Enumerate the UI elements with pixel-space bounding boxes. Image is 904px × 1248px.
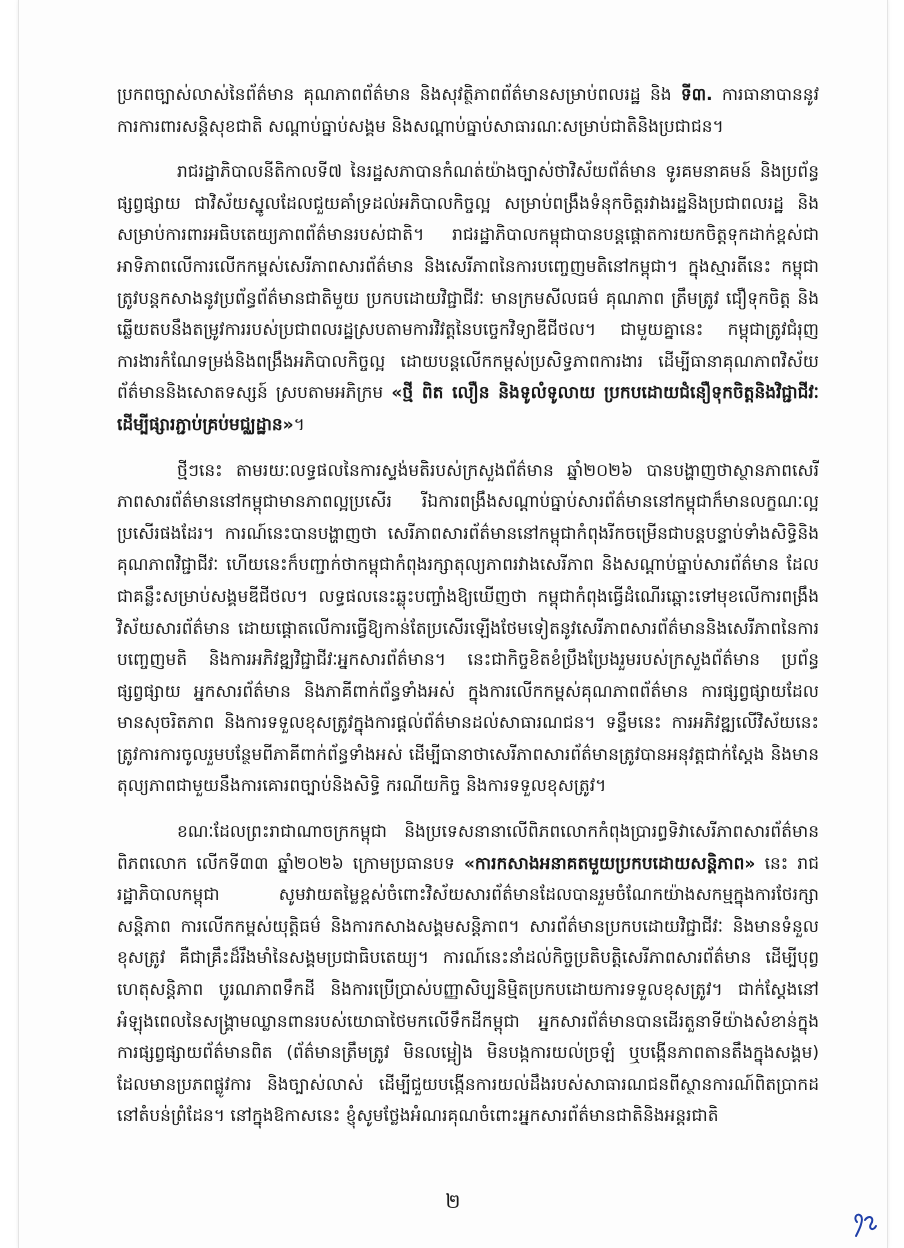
document-page: [18, 0, 888, 1248]
item-number-bold: ទី៣.: [680, 85, 713, 105]
paragraph-text: នេះ រាជរដ្ឋាភិបាលកម្ពុជា សូមវាយតម្លៃខ្ពស់ចំពោះវិស័យសារព័ត៌មានដែលបានរួមចំណែកយ៉ាងសកម្មក្នុងការថែរក្សាសន្តិភាព ការលើកកម្ពស់យុត្តិធម៌ និងការកសាងសង្គមសន្តិភាព។ សារព័ត៌មានប្រកបដោយវិជ្ជាជីវៈ និងមានទំនួលខុសត្រូវ គឺជាគ្រឹះដ៏រឹងមាំនៃសង្គមប្រជាធិបតេយ្យ។ ការណ៍នេះនាំដល់កិច្ចប្រតិបត្តិសេរីភាពសារព័ត៌មាន ដើម្បីបុព្វហេតុសន្តិភាព បូរណភាពទឹកដី និងការប្រើប្រាស់បញ្ញាសិប្បនិម្មិតប្រកបដោយការទទួលខុសត្រូវ។ ជាក់ស្តែងនៅអំឡុងពេលនៃសង្គ្រាមឈ្លានពានរបស់យោធាថៃមកលើទឹកដីកម្ពុជា អ្នកសារព័ត៌មានបានដើរតួនាទីយ៉ាងសំខាន់ក្នុងការផ្សព្វផ្សាយព័ត៌មានពិត (ព័ត៌មានត្រឹមត្រូវ មិនលម្អៀង មិនបង្កការយល់ច្រឡំ ឬបង្កើនភាពតានតឹងក្នុងសង្គម) ដែលមានប្រភពផ្លូវការ និងច្បាស់លាស់ ដើម្បីជួយបង្កើនការយល់ដឹងរបស់សាធារណជនពីស្ថានការណ៍ពិតប្រាកដនៅតំបន់ព្រំដែន។ នៅក្នុងឱកាសនេះ ខ្ញុំសូមថ្លែងអំណរគុណចំពោះអ្នកសារព័ត៌មានជាតិនិងអន្តរជាតិ: [117, 853, 819, 1127]
document-body: [117, 80, 819, 1147]
paragraph-3: [117, 456, 819, 804]
paragraph-text: ។: [293, 414, 305, 435]
paragraph-4: [117, 817, 819, 1133]
handwritten-initials-icon: [851, 1208, 879, 1240]
theme-title-bold: «ការកសាងអនាគតមួយប្រកបដោយសន្តិភាព»: [463, 853, 756, 874]
paragraph-text: ខណៈដែលព្រះរាជាណាចក្រកម្ពុជា និងប្រទេសនានាលើពិភពលោកកំពុងប្រារព្ធទិវាសេរីភាពសារព័ត៌មានពិភពលោក លើកទី៣៣ ឆ្នាំ២០២៦ ក្រោមប្រធានបទ: [117, 822, 819, 874]
paragraph-text: ការធានាបាននូវការការពារសន្តិសុខជាតិ សណ្តាប់ធ្នាប់សង្គម និងសណ្តាប់ធ្នាប់សាធារណៈសម្រាប់ជាតិនិងប្រជាជន។: [117, 85, 819, 137]
paragraph-2: [117, 157, 819, 441]
paragraph-text: រាជរដ្ឋាភិបាលនីតិកាលទី៧ នៃរដ្ឋសភាបានកំណត់យ៉ាងច្បាស់ថាវិស័យព័ត៌មាន ទូរគមនាគមន៍ និងប្រព័ន្ធផ្សព្វផ្សាយ ជាវិស័យស្នូលដែលជួយគាំទ្រដល់អភិបាលកិច្ចល្អ សម្រាប់ពង្រឹងទំនុកចិត្តរវាងរដ្ឋនិងប្រជាពលរដ្ឋ និងសម្រាប់ការពារអធិបតេយ្យភាពព័ត៌មានរបស់ជាតិ។ រាជរដ្ឋាភិបាលកម្ពុជាបានបន្តផ្តោតការយកចិត្តទុកដាក់ខ្ពស់ជាអាទិភាពលើការលើកកម្ពស់សេរីភាពសារព័ត៌មាន និងសេរីភាពនៃការបញ្ចេញមតិនៅកម្ពុជា។ ក្នុងស្មារតីនេះ កម្ពុជាត្រូវបន្តកសាងនូវប្រព័ន្ធព័ត៌មានជាតិមួយ ប្រកបដោយវិជ្ជាជីវៈ មានក្រមសីលធម៌ គុណភាព ត្រឹមត្រូវ ជឿទុកចិត្ត និងឆ្លើយតបនឹងតម្រូវការរបស់ប្រជាពលរដ្ឋស្របតាមការវិវត្តនៃបច្ចេកវិទ្យាឌីជីថល។ ជាមួយគ្នានេះ កម្ពុជាត្រូវជំរុញការងារកំណែទម្រង់និងពង្រឹងអភិបាលកិច្ចល្អ ដោយបន្តលើកកម្ពស់ប្រសិទ្ធភាពការងារ ដើម្បីធានាគុណភាពវិស័យព័ត៌មាននិងសោតទស្សន៍ ស្របតាមអភិក្រម: [117, 162, 819, 404]
paragraph-1: [117, 80, 819, 143]
paragraph-text: ថ្មីៗនេះ តាមរយៈលទ្ធផលនៃការស្ទង់មតិរបស់ក្រសួងព័ត៌មាន ឆ្នាំ២០២៦ បានបង្ហាញថាស្ថានភាពសេរីភាពសារព័ត៌មាននៅកម្ពុជាមានភាពល្អប្រសើរ រីឯការពង្រឹងសណ្តាប់ធ្នាប់សារព័ត៌មាននៅកម្ពុជាក៏មានលក្ខណៈល្អប្រសើរផងដែរ។ ការណ៍នេះបានបង្ហាញថា សេរីភាពសារព័ត៌មាននៅកម្ពុជាកំពុងរីកចម្រើនជាបន្តបន្ទាប់ទាំងសិទ្ធិនិងគុណភាពវិជ្ជាជីវៈ ហើយនេះក៏បញ្ជាក់ថាកម្ពុជាកំពុងរក្សាតុល្យភាពរវាងសេរីភាព និងសណ្តាប់ធ្នាប់សារព័ត៌មាន ដែលជាគន្លឹះសម្រាប់សង្គមឌីជីថល។ លទ្ធផលនេះឆ្លុះបញ្ចាំងឱ្យឃើញថា កម្ពុជាកំពុងធ្វើដំណើរឆ្ពោះទៅមុខលើការពង្រឹងវិស័យសារព័ត៌មាន ដោយផ្តោតលើការធ្វើឱ្យកាន់តែប្រសើរឡើងថែមទៀតនូវសេរីភាពសារព័ត៌មាននិងសេរីភាពនៃការបញ្ចេញមតិ និងការអភិវឌ្ឍវិជ្ជាជីវៈអ្នកសារព័ត៌មាន។ នេះជាកិច្ចខិតខំប្រឹងប្រែងរួមរបស់ក្រសួងព័ត៌មាន ប្រព័ន្ធផ្សព្វផ្សាយ អ្នកសារព័ត៌មាន និងភាគីពាក់ព័ន្ធទាំងអស់ ក្នុងការលើកកម្ពស់គុណភាពព័ត៌មាន ការផ្សព្វផ្សាយដែលមានសុចរិតភាព និងការទទួលខុសត្រូវក្នុងការផ្តល់ព័ត៌មានដល់សាធារណជន។ ទន្ទឹមនេះ ការអភិវឌ្ឍលើវិស័យនេះ ត្រូវការការចូលរួមបន្ថែមពីភាគីពាក់ព័ន្ធទាំងអស់ ដើម្បីធានាថាសេរីភាពសារព័ត៌មានត្រូវបានអនុវត្តជាក់ស្តែង និងមានតុល្យភាពជាមួយនឹងការគោរពច្បាប់និងសិទ្ធិ ករណីយកិច្ច និងការទទួលខុសត្រូវ។: [117, 460, 819, 797]
page-number: ២: [445, 1189, 461, 1213]
motto-bold: «ថ្មី ពិត លឿន និងទូលំទូលាយ ប្រកបដោយជំនឿទុកចិត្តនិងវិជ្ជាជីវៈ ដើម្បីផ្សារភ្ជាប់គ្រប់មជ្ឈដ្ឋាន»: [117, 383, 819, 435]
paragraph-text: ប្រកពច្បាស់លាស់នៃព័ត៌មាន គុណភាពព័ត៌មាន និងសុវត្ថិភាពព័ត៌មានសម្រាប់ពលរដ្ឋ និង: [117, 85, 681, 105]
